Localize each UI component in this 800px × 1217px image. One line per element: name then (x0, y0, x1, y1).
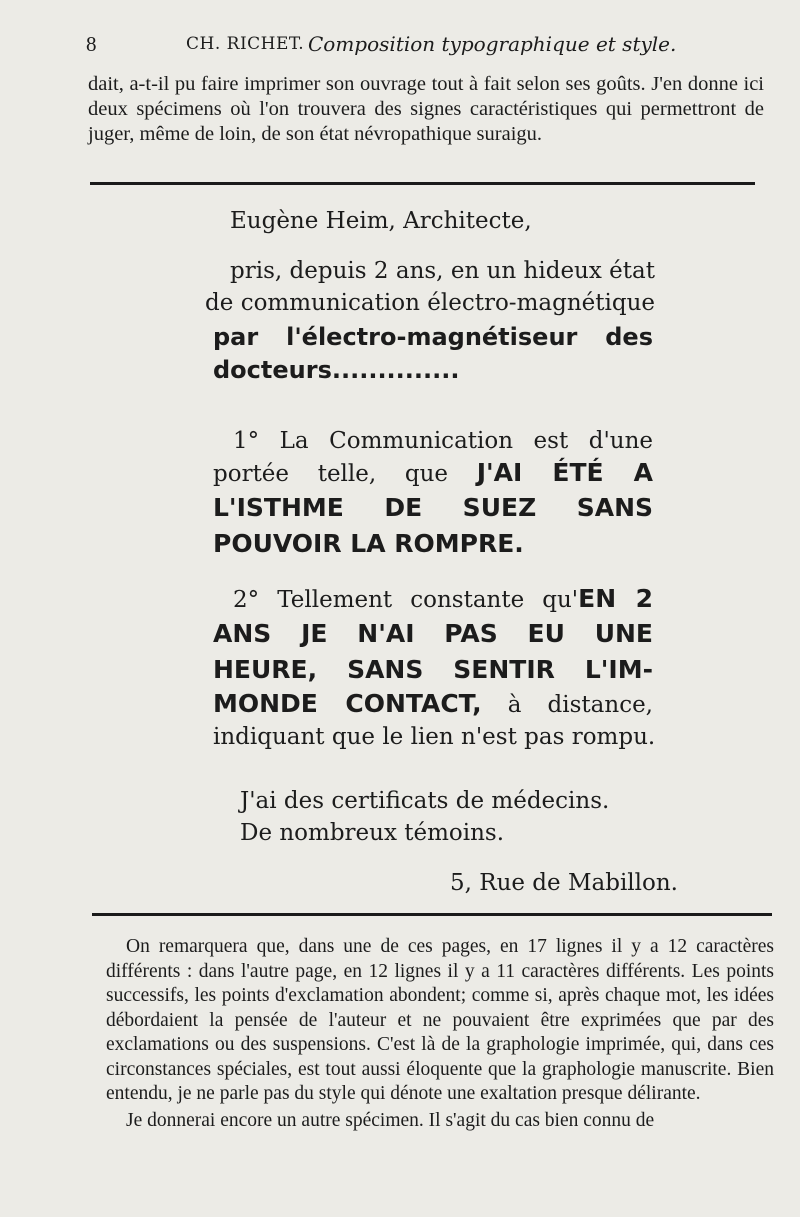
specimen-bold-block-1 (213, 321, 653, 387)
specimen-paragraph-1 (205, 255, 655, 319)
specimen-paragraph-2 (213, 425, 653, 562)
page-number: 8 (86, 32, 97, 56)
specimen-p3-bold-line: ANS JE N'AI PAS EU UNE (213, 619, 653, 648)
specimen-p3-bold-last: MONDE CONTACT, (213, 689, 482, 718)
commentary-paragraph-1: On remarquera que, dans une de ces pages, en 17 lignes il y a 12 caractères différents : dans l'autre page, en 12 lignes il y a 11 caractères différents. Les points successifs, les points d'exclamation abondent; comme si, après chaque mot, les idées débordaient la pensée de l'auteur et ne pouvaient être exprimées que par des exclamations ou des suspensions. C'est là de la graphologie imprimée, qui, dans ces circonstances spéciales, est tout aussi éloquente que la graphologie manuscrite. Bien entendu, je ne parle pas du style qui dénote une exaltation presque délirante. (106, 936, 774, 1104)
header-title: Composition typographique et style. (308, 32, 677, 56)
specimen-p2-text: portée telle, que (213, 461, 449, 487)
specimen-bold-line: par l'électro-magnétiseur des (213, 323, 653, 351)
top-rule (90, 182, 755, 185)
bottom-rule (92, 913, 772, 916)
specimen-p2-line-2 (213, 457, 653, 490)
specimen-p2-line: 1° La Communication est d'une (233, 428, 653, 454)
specimen-p3-text: 2° Tellement constante qu' (233, 587, 579, 613)
specimen-p3-line-4 (213, 688, 653, 721)
specimen-p3-bold-line: HEURE, SANS SENTIR L'IM- (213, 655, 653, 684)
intro-paragraph (88, 72, 764, 147)
commentary-paragraph-2: Je donnerai encore un autre spécimen. Il s'agit du cas bien connu de (126, 1109, 655, 1131)
specimen-p2-bold: J'AI ÉTÉ A (476, 458, 653, 487)
specimen-p4-line: J'ai des certificats de médecins. (240, 788, 610, 814)
specimen-p2-bold-line: L'ISTHME DE SUEZ SANS (213, 493, 653, 522)
specimen-name-line: Eugène Heim, Architecte, (230, 208, 532, 234)
specimen-p3-after: à distance, (481, 692, 653, 718)
commentary (106, 935, 774, 1133)
specimen-paragraph-4 (240, 785, 660, 849)
specimen-p3-last-line: indiquant que le lien n'est pas rompu. (213, 724, 656, 750)
specimen-address: 5, Rue de Mabillon. (450, 870, 678, 896)
intro-text: dait, a-t-il pu faire imprimer son ouvrage tout à fait selon ses goûts. J'en donne ici deux spécimens où l'on trouvera des signes caractéristiques qui permettront de juger, même de loin, de son état névropathique suraigu. (88, 73, 764, 145)
specimen-p4-line: De nombreux témoins. (240, 820, 505, 846)
specimen-bold-line: docteurs.............. (213, 356, 460, 384)
header-author: CH. RICHET. (186, 34, 305, 54)
specimen-p3-bold: EN 2 (578, 584, 653, 613)
specimen-paragraph-3 (213, 583, 656, 753)
specimen-p2-bold-line: POUVOIR LA ROMPRE. (213, 529, 524, 558)
specimen-p1-line: de communication électro-magnétique (205, 290, 655, 316)
specimen-p1-line: pris, depuis 2 ans, en un hideux état (230, 258, 655, 284)
specimen-p3-line-1 (213, 583, 653, 616)
